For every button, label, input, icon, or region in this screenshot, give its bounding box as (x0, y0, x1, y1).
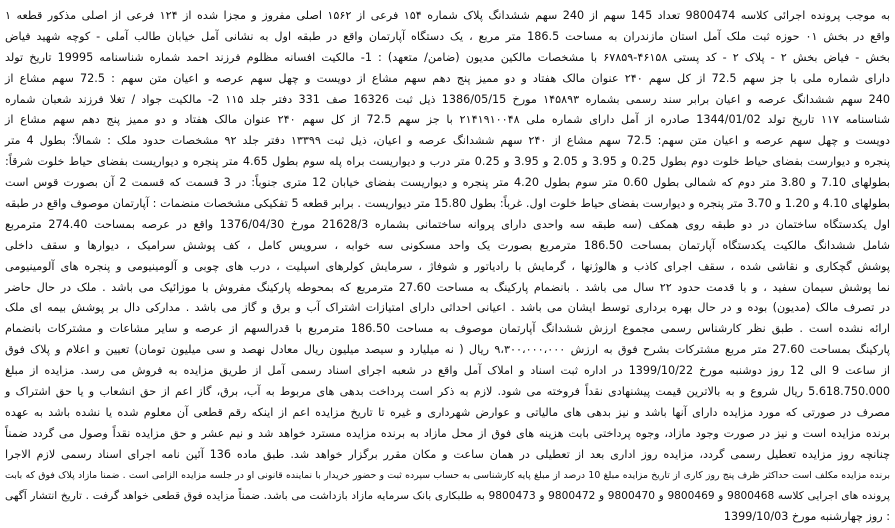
notice-line: بخش - فیاض بخش ۲ - پلاک ۲ - کد پستی ۴۶۱۵۸-۶۷۸۵۹ با مشخصات مالکین مدیون (ضامن/ متعهد) : 1- مالکیت افسانه مظلوم فرزند احمد شماره شناسنامه 19995 تاریخ تولد (5, 50, 890, 64)
notice-line: برنده مزایده است و نیز در صورت وجود مازاد، وجوه پرداختی بابت هزینه های فوق از محل مازاد به برنده مزایده مسترد خواهد شد و نیم عشر و حق مزایده نقداً وصول می گردد ضمناً (5, 426, 890, 440)
notice-line: 240 سهم ششدانگ عرصه و اعیان برابر سند رسمی بشماره ۱۴۵۸۹۳ مورخ 1386/05/15 ذیل ثبت 16326 صف 331 دفتر جلد ۱۱۵ 2- مالکیت جواد / تغلا فرزند شعبان شماره (5, 92, 891, 106)
notice-line: پنجره و دیوارست بفضای حیاط خلوت دوم بطول 0.25 و 3.95 و 2.05 و 3.95 و 0.25 متر درب و دیواریست براه پله سوم بطول 4.65 متر پنجره و دیواریست بفضای حیاط خلوت شرقاً: (5, 155, 891, 169)
notice-line: به موجب پرونده اجرائی کلاسه 9800474 تعداد 145 سهم از 240 سهم ششدانگ پلاک شماره ۱۵۴ فرعی از ۱۵۶۲ اصلی مفروز و مجزا شده از ۱۲۴ فرعی از اصلی مذکور قطعه ۱ (5, 9, 890, 22)
notice-line: پوشش گچکاری و نقاشی شده ، سقف اجرای کاذب و هالوژنها ، گرمایش با رادیاتور و شوفاژ ، سرمایش کولرهای اسپلیت ، درب های چوبی و آلومینیومی و پنجره های آلومینیومی (5, 259, 890, 273)
notice-line: پرونده های اجرایی کلاسه 9800468 و 9800469 و 9800470 و 9800472 و 9800473 به طلبکاری بانک سرمایه مازاد بازداشت می باشد. ضمناً مزایده فوق قطعی خواهد گرفت . تاریخ انتشار آگهی (5, 490, 890, 503)
notice-line: مصرف در صورتی که مورد مزایده دارای آنها باشد و نیز بدهی های مالیاتی و عوارض شهرداری و غیره تا تاریخ مزایده اعم از اینکه رقم قطعی آن معلوم شده یا نشده باشد به عهده (5, 405, 890, 419)
notice-line: چنانچه روز مزایده تعطیل رسمی گردد، مزایده روز اداری بعد از تعطیلی در همان ساعت و مکان مقرر برگزار خواهد شد. طبق ماده 136 آئین نامه اجرای اسناد رسمی لازم الاجرا (5, 447, 891, 461)
notice-line: ارائه نشده است . طبق نظر کارشناس رسمی مجموع ارزش ششدانگ آپارتمان موصوف به مساحت 186.50 مترمربع با قدرالسهم از عرصه و سایر مشاعات و مشترکات بانضمام (5, 322, 890, 336)
notice-line: اول یکدستگاه ساختمان در دو طبقه روی همکف (سه طبقه سه واحدی دارای پروانه ساختمانی بشماره 21628/3 مورخ 1376/04/30 واقع در عرصه بمساحت 274.40 مترمربع (5, 217, 891, 231)
notice-line: واقع در بخش ۰۱ حوزه ثبت ملک آمل استان مازندران به مساحت 186.5 متر مربع ، یک دستگاه آپارتمان واقع در طبقه اول به نشانی آمل خیابان طالب آملی - کوچه شهید فیاض (5, 29, 890, 43)
notice-line: نما پوشش سیمان سفید ، و با قدمت حدود ۲۲ سال می باشد . بانضمام پارکینگ به مساحت 27.60 مترمربع که بمحوطه پارکینگ مفروش با موزائیک می باشد . ملک در حال حاضر (5, 280, 890, 294)
notice-line: دارای شماره ملی با جز سهم 72.5 از کل سهم ۲۴۰ عنوان مالک هفتاد و دو ممیز پنج دهم سهم مشاع از دویست و چهل سهم عرصه و اعیان متن سهم : 72.5 سهم مشاع از (5, 71, 890, 85)
notice-line: دویست و چهل سهم عرصه و اعیان متن سهم: 72.5 سهم مشاع از ۲۴۰ سهم ششدانگ عرصه و اعیان، ذیل ثبت ۱۳۳۹۹ دفتر جلد ۹۲ مشخصات حدود ملک : شمالاً: بطول 4 متر (5, 134, 890, 148)
notice-line: از ساعت 9 الی 12 روز دوشنبه مورخ 1399/10/22 در اداره ثبت اسناد و املاک آمل واقع در شعبه اجرای اسناد رسمی آمل از طریق مزایده به فروش می رسد. مزایده از مبلغ (5, 364, 890, 378)
notice-line: شناسنامه ۱۱۷ تاریخ تولد 1344/01/02 صادره از آمل دارای شماره ملی ۲۱۴۱۹۱۰۰۴۸ با جز سهم 72.5 از کل سهم ۲۴۰ عنوان مالک هفتاد و دو ممیز پنج دهم سهم مشاع از (5, 113, 891, 127)
notice-line: شامل ششدانگ مالکیت یکدستگاه آپارتمان بمساحت 186.50 مترمربع بصورت یک واحد مسکونی سه خوابه ، سرویس کامل ، کف پوشش سرامیک ، دیوارها و سقف داخلی (5, 238, 890, 252)
notice-line: در تصرف مالک (مدیون) بوده و در حال بهره برداری توسط ایشان می باشد . اعیانی احداثی دارای امتیازات اشتراک آب و برق و گاز می باشد . مدارکی دال بر پوشش بیمه ای ملک (5, 301, 890, 315)
notice-line: بطولهای 7.10 و 3.80 متر دوم که شمالی بطول 0.60 متر سوم بطول 4.20 متر پنجره و دیواریست بفضای خیابان 12 متری جنوباً: در 3 قسمت که قسمت 2 آن بصورت قوس است (5, 176, 891, 190)
notice-line: پارکینگ بمساحت 27.60 متر مربع مشترکات بشرح فوق به ارزش ۹،۳۰۰،۰۰۰،۰۰۰ ریال ( نه میلیارد و سیصد میلیون ریال معادل نهصد و سی میلیون تومان) تعیین و اعلام و پلاک فوق (5, 343, 890, 357)
notice-line: بطولهای 4.10 و 1.20 و 3.70 متر پنجره و دیوارست بفضای حیاط خلوت اول. غرباً: بطول 15.80 متر دیواریست . برابر قطعه 5 تفکیکی مشخصات منضمات : آپارتمان موصوف واقع در طبقه (5, 197, 890, 211)
notice-publication-date: : روز چهارشنبه مورخ 1399/10/03 (723, 510, 890, 524)
notice-line: برنده مزایده مکلف است حداکثر ظرف پنج روز کاری از تاریخ مزایده مبلغ 10 درصد از مبلغ پایه کارشناسی به حساب سپرده ثبت و حضور خریدار با نماینده قانونی او در جلسه مزایده الزامی است . ضمنا مازاد پلاک فوق که بابت (5, 469, 890, 481)
notice-line: 5.618.750.000 ریال شروع و به بالاترین قیمت پیشنهادی نقداً فروخته می شود. لازم به ذکر است پرداخت بدهی های مربوط به آب، برق، گاز اعم از حق انشعاب و یا حق اشتراک و (5, 385, 890, 399)
